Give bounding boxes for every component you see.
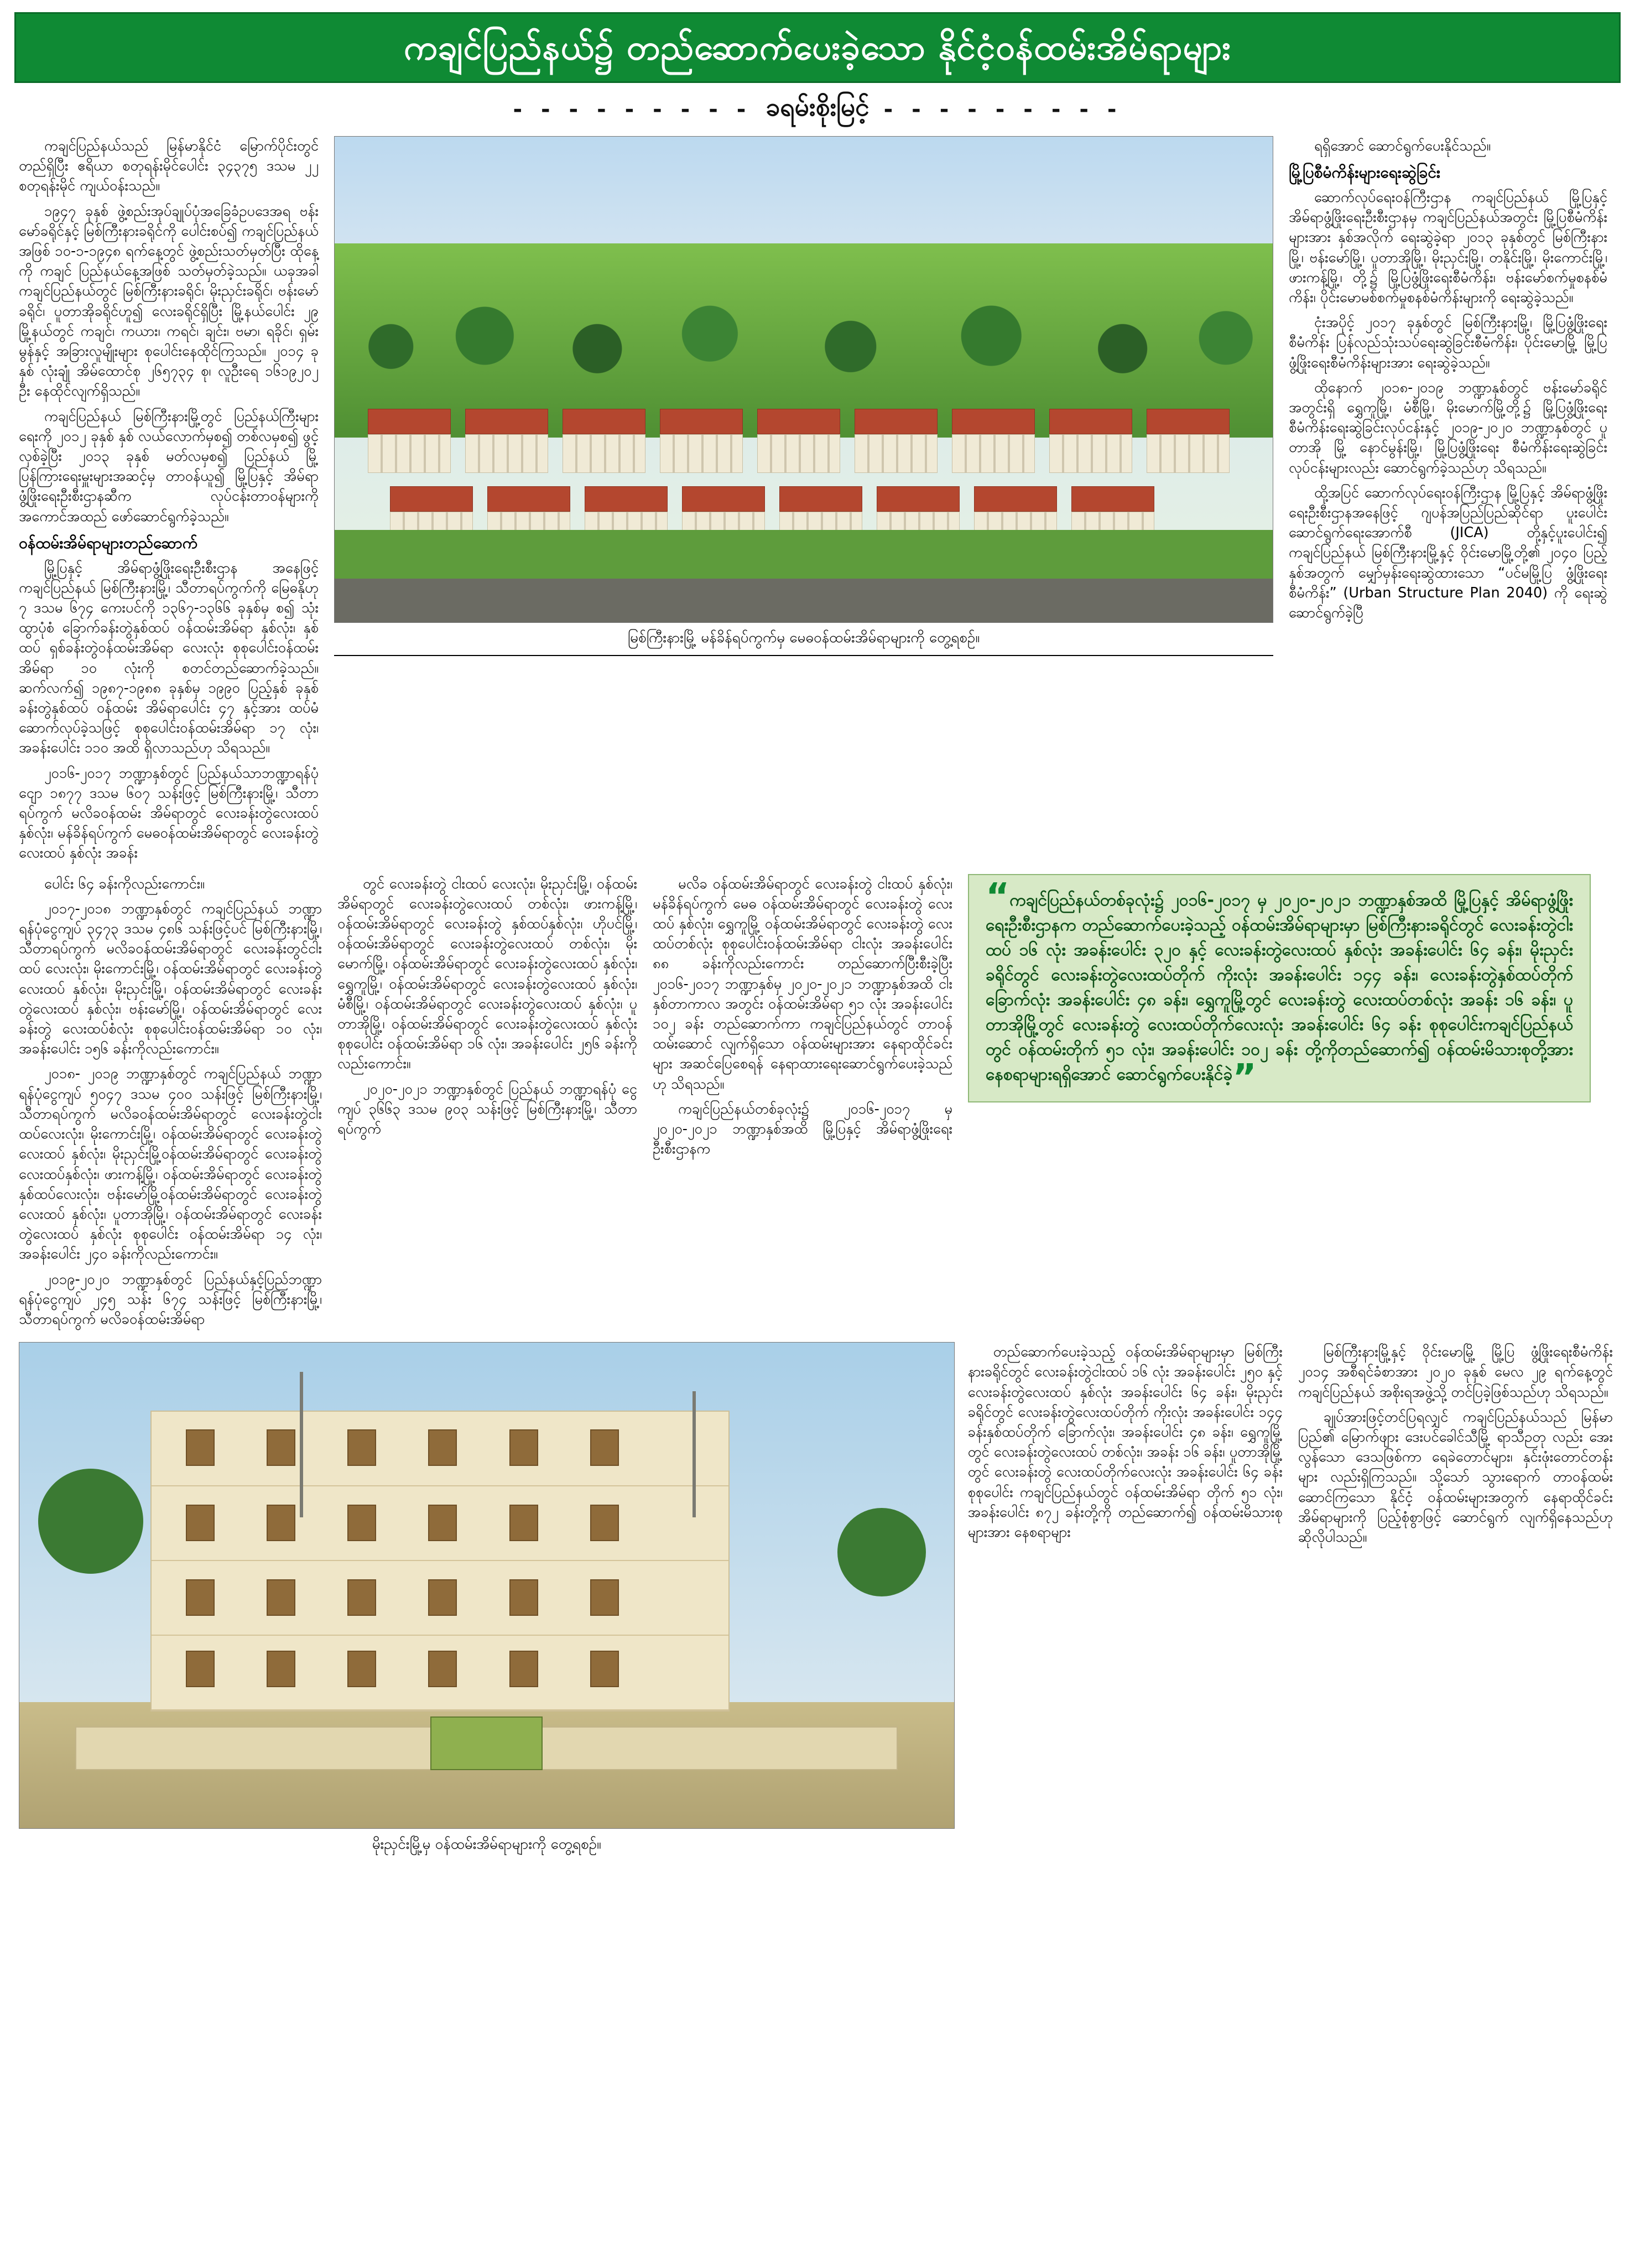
bottom-photo-block [14,1342,960,1857]
paragraph: တည်ဆောက်ပေးခဲ့သည့် ဝန်ထမ်းအိမ်ရာများမှာ မြစ်ကြီးနားခရိုင်တွင် လေးခန်းတွဲငါးထပ် ၁၆ လုံး အခန်းပေါင်း ၂၅၀ နှင့် လေးခန်းတွဲလေးထပ် နှစ်လုံး အခန်းပေါင်း ၆၄ ခန်း၊ မိုးညှင်းခရိုင်တွင် လေးခန်းတွဲလေးထပ်တိုက် ကိုးလုံး အခန်းပေါင်း ၁၄၄ ခန်းနှစ်ထပ်တိုက် ခြောက်လုံး၊ အခန်းပေါင်း ၄၈ ခန်း၊ ရွှေကူမြို့တွင် လေးခန်းတွဲလေးထပ် တစ်လုံး၊ အခန်း ၁၆ ခန်း၊ ပူတာအိုမြို့တွင် လေးခန်းတွဲ လေးထပ်တိုက်လေးလုံး အခန်းပေါင်း ၆၄ ခန်း စုစုပေါင်း ကချင်ပြည်နယ်တွင် ဝန်ထမ်းအိမ်ရာ တိုက် ၅၁ လုံး၊ အခန်းပေါင်း ၈၇၂ ခန်းတို့ကို တည်ဆောက်၍ ဝန်ထမ်းမိသားစုများအား နေစရာများ [967,1344,1283,1541]
column-top-right [1279,136,1611,628]
paragraph: ငုံးအပိုင့် ၂၀၁၇ ခုနှစ်တွင် မြစ်ကြီးနားမြို့၊ မြို့ပြဖွံ့ဖြိုးရေးစီမံကိန်း ပြန်လည်သုံးသပ်ရေးဆွဲခြင်းစီမံကိန်း၊ ပိုင်းမောမြို့ မြို့ပြဖွံ့ဖြိုးရေးစီမံကိန်းများအား ရေးဆွဲခဲ့သည်။ [1289,314,1607,371]
paragraph: ကချင်ပြည်နယ်သည် မြန်မာနိုင်ငံ မြောက်ပိုင်းတွင်တည်ရှိပြီး ဧရိယာ စတုရန်းမိုင်ပေါင်း ၃၄၃၇၅ ဒသမ ၂၂ စတုရန်းမိုင် ကျယ်ဝန်းသည်။ [19,138,319,195]
paragraph: မလိခ ဝန်ထမ်းအိမ်ရာတွင် လေးခန်းတွဲ ငါးထပ် နှစ်လုံး၊ မန်ခိန်ရပ်ကွက် မေဓ ဝန်ထမ်းအိမ်ရာတွင် လေးခန်းတွဲ လေးထပ် နှစ်လုံး၊ ရွှေကူမြို့ ဝန်ထမ်းအိမ်ရာတွင် လေးခန်းတွဲ လေးထပ်တစ်လုံး စုစုပေါင်းဝန်ထမ်းအိမ်ရာ ငါးလုံး အခန်းပေါင်း ၈၈ ခန်းကိုလည်းကောင်း တည်ဆောက်ပြီးစီးခဲ့ပြီး ၂၀၁၆-၂၀၁၇ ဘဏ္ဍာနှစ်မှ ၂၀၂၀-၂၀၂၁ ဘဏ္ဍာနှစ်အထိ ငါးနှစ်တာကာလ အတွင်း ဝန်ထမ်းအိမ်ရာ ၅၁ လုံး အခန်းပေါင်း ၁၀၂ ခန်း တည်ဆောက်ကာ ကချင်ပြည်နယ်တွင် တာဝန်ထမ်းဆောင် လျက်ရှိသော ဝန်ထမ်းများအား နေရာထိုင်ခင်းများ အဆင်ပြေစေရန် နေရာထားရေးဆောင်ရွက်ပေးခဲ့သည်ဟု သိရသည်။ [653,875,952,1093]
photo2-building [150,1411,730,1712]
photo-road [335,579,1273,622]
author-name: ခရမ်းစိုးမြင့် [766,91,869,122]
paragraph: ဆောက်လုပ်ရေးဝန်ကြီးဌာန ကချင်ပြည်နယ် မြို့ပြနှင့် အိမ်ရာဖွံ့ဖြိုးရေးဦးစီးဌာနမှ ကချင်ပြည်နယ်အတွင်း မြို့ပြစီမံကိန်းများအား နှစ်အလိုက် ရေးဆွဲခဲ့ရာ ၂၀၁၃ ခုနှစ်တွင် မြစ်ကြီးနားမြို့၊ ဗန်းမော်မြို့၊ ပူတာအိုမြို့၊ မိုးညှင်းမြို့၊ တနိုင်းမြို့၊ မိုးကောင်းမြို့၊ ဖားကန့်မြို့၊ တို့၌ မြို့ပြဖွံ့ဖြိုးရေးစီမံကိန်း၊ ဗန်းမော်စက်မှုစနစ်မံကိန်း၊ ပိုင်းမောမစ်စက်မှုစနစ်မံကိန်းများကို ရေးဆွဲခဲ့သည်။ [1289,189,1607,306]
section-heading: မြို့ပြစီမံကိန်းများရေးဆွဲခြင်း [1289,163,1441,182]
paragraph: ရရှိအောင် ဆောင်ရွက်ပေးနိုင်သည်။ [1314,138,1491,154]
pull-quote-wrapper [960,874,1594,1334]
top-photo-block [329,136,1279,660]
apartment-building-photo [19,1342,955,1829]
paragraph: ၁၉၄၇ ခုနှစ် ဖွဲ့စည်းအုပ်ချုပ်ပုံအခြေခံဥပဒေအရ ဗန်းမော်ခရိုင်နှင့် မြစ်ကြီးနားခရိုင်ကို ပေါင်းစပ်၍ ကချင်ပြည်နယ်အဖြစ် ၁၀-၁-၁၉၄၈ ရက်နေ့တွင် ဖွဲ့စည်းသတ်မှတ်ပြီး ထိုနေ့ကို ကချင် ပြည်နယ်နေ့အဖြစ် သတ်မှတ်ခဲ့သည်။ ယခုအခါ ကချင်ပြည်နယ်တွင် မြစ်ကြီးနားခရိုင်၊ မိုးညှင်းခရိုင်၊ ဗန်းမော်ခရိုင်၊ ပူတာအိုခရိုင်ဟူ၍ လေးခရိုင်ရှိပြီး မြို့နယ်ပေါင်း ၂၉ မြို့နယ်တွင် ကချင်၊ ကယား၊ ကရင်၊ ချင်း၊ ဗမာ၊ ရခိုင်၊ ရှမ်း မွန်နှင့် အခြားလူမျိုးများ စုပေါင်းနေထိုင်ကြသည်။ ၂၀၁၄ ခုနှစ် လုံးချုံ အိမ်ထောင်စု ၂၆၅၇၃၄ စု၊ လူဦးရေ ၁၆၁၉၂၀၂ ဦး နေထိုင်လျက်ရှိသည်။ [19,202,319,400]
column-bottom-1 [960,1342,1290,1547]
column-top-left [14,136,329,868]
paragraph: ၂၀၁၆-၂၀၁၇ ဘဏ္ဍာနှစ်တွင် ပြည်နယ်သာဘဏ္ဍာရန်ပုံငျော ၁၈၇၇ ဒသမ ၆၀၇ သန်းဖြင့် မြစ်ကြီးနားမြို့၊ သီတာရပ်ကွက် မလိခဝန်ထမ်း အိမ်ရာတွင် လေးခန်းတွဲလေးထပ် နှစ်လုံး၊ မန်ခိန်ရပ်ကွက် မေဓဝန်ထမ်းအိမ်ရာတွင် လေးခန်းတွဲလေးထပ် နှစ်လုံး အခန်း [19,764,319,862]
paragraph: ပေါင်း ၆၄ ခန်းကိုလည်းကောင်း။ [44,875,205,892]
paragraph: ၂၀၂၀-၂၀၂၁ ဘဏ္ဍာနှစ်တွင် ပြည်နယ် ဘဏ္ဍာရန်ပုံ ငွေကျပ် ၃၆၆၃ ဒသမ ၉၀၃ သန်းဖြင့် မြစ်ကြီးနားမြို့၊ သီတာရပ်ကွက် [337,1080,637,1138]
bottom-section [14,1342,1621,1857]
body-section [14,874,1621,1334]
quote-open-icon: “ [986,875,1010,918]
paragraph: မြို့ပြနှင့် အိမ်ရာဖွံ့ဖြိုးရေးဦးစီးဌာန အနေဖြင့် ကချင်ပြည်နယ် မြစ်ကြီးနားမြို့၊ သီတာရပ်ကွက်ကို မြေဓနိုဟု ၇ ဒသမ ၆၇၄ ကေးပင်ကို ၁၃၆၇-၁၃၆၆ ခုနှစ်မှ စ၍ သုံးထွာပုံစံ ခြောက်ခန်းတွဲနှစ်ထပ် ဝန်ထမ်းအိမ်ရာ နှစ်လုံး၊ နှစ်ထပ် ရှစ်ခန်းတွဲဝန်ထမ်းအိမ်ရာ လေးလုံး စုစုပေါင်းဝန်ထမ်းအိမ်ရာ ၁၀ လုံးကို စတင်တည်ဆောက်ခဲ့သည်။ ဆက်လက်၍ ၁၉၈၇-၁၉၈၈ ခုနှစ်မှ ၁၉၉၀ ပြည့်နှစ် ခုနှစ်ခန်းတွဲနှစ်ထပ် ဝန်ထမ်း အိမ်ရာပေါင်း ၄၇ နှင့်အား ထပ်မံဆောက်လုပ်ခဲ့သဖြင့် စုစုပေါင်းဝန်ထမ်းအိမ်ရာ ၁၇ လုံး၊ အခန်းပေါင်း ၁၁၀ အထိ ရှိလာသည်ဟု သိရသည်။ [19,559,319,757]
paragraph: ထို့အပြင် ဆောက်လုပ်ရေးဝန်ကြီးဌာန မြို့ပြနှင့် အိမ်ရာဖွံ့ဖြိုးရေးဦးစီးဌာနအနေဖြင့် ဂျပန်အပြည်ပြည်ဆိုင်ရာ ပူးပေါင်းဆောင်ရွက်ရေးအောက်စီ (JICA) တို့နှင့်ပူးပေါင်း၍ ကချင်ပြည်နယ် မြစ်ကြီးနားမြို့နှင့် ဝိုင်းမောမြို့တို့၏ ၂၀၄၀ ပြည့်နှစ်အတွက် မျှော်မှန်းရေးဆွဲထားသော “ပင်မမြို့ပြ ဖွံ့ဖြိုးရေးစီမံကိန်း” (Urban Structure Plan 2040) ကို ရေးဆွဲ ဆောင်ရွက်ခဲ့ပြီ [1289,484,1607,622]
aerial-housing-photo [334,136,1273,623]
photo2-tree [38,1469,143,1574]
photo2-utility-pole [692,1391,696,1517]
page-header-banner [14,12,1621,83]
paragraph: ချုပ်အားဖြင့်တင်ပြရလျှင် ကချင်ပြည်နယ်သည် မြန်မာပြည်၏ မြောက်ဖျား ဒေးပင်ခေါင်သီမြို့ ရာသီဉတု လည်း အေးလွန်သော ဒေသဖြစ်ကာ ရေခဲတောင်များ၊ နှင်းဖုံးတောင်တန်းများ လည်းရှိကြသည်။ သို့သော် သွားရောက် တာဝန်ထမ်းဆောင်ကြသော နိုင်ငံ့ ဝန်ထမ်းများအတွက် နေရာထိုင်ခင်း အိမ်ရာများကို ပြည့်စုံစွာဖြင့် ဆောင်ရွက် လျက်ရှိနေသည်ဟု ဆိုလိုပါသည်။ [1298,1408,1613,1546]
top-section [14,136,1621,868]
paragraph: ကချင်ပြည်နယ်တစ်ခုလုံး၌ ၂၀၁၆-၂၀၁၇ မှ ၂၀၂၀-၂၀၂၁ ဘဏ္ဍာနှစ်အထိ မြို့ပြနှင့် အိမ်ရာဖွံ့ဖြိုးရေးဦးစီးဌာနက [653,1100,952,1158]
paragraph: ၂၀၁၉-၂၀၂၀ ဘဏ္ဍာနှစ်တွင် ပြည်နယ်နှင့်ပြည်ဘဏ္ဍာရန်ပုံငွေကျပ် ၂၄၅ သန်း ၆၇၄ သန်းဖြင့် မြစ်ကြီးနားမြို့၊ သီတာရပ်ကွက် မလိခဝန်ထမ်းအိမ်ရာ [19,1271,322,1328]
quote-close-icon: ” [1232,1055,1257,1099]
photo2-gate [430,1716,543,1770]
column-body-2 [330,874,645,1334]
byline [14,93,1621,126]
paragraph: တွင် လေးခန်းတွဲ ငါးထပ် လေးလုံး၊ မိုးညှင်းမြို့၊ ဝန်ထမ်းအိမ်ရာတွင် လေးခန်းတွဲလေးထပ် တစ်လုံး၊ ဖားကန့်မြို့၊ ဝန်ထမ်းအိမ်ရာတွင် လေးခန်းတွဲ နှစ်ထပ်နှစ်လုံး၊ ဟိုပင်မြို့၊ ဝန်ထမ်းအိမ်ရာတွင် လေးခန်းတွဲလေးထပ် တစ်လုံး၊ မိုးမောက်မြို့၊ ဝန်ထမ်းအိမ်ရာတွင် လေးခန်းတွဲလေးထပ် နှစ်လုံး၊ ရွှေကူမြို့၊ ဝန်ထမ်းအိမ်ရာတွင် လေးခန်းတွဲလေးထပ် နှစ်လုံး၊ မံစီမြို့၊ ဝန်ထမ်းအိမ်ရာတွင် လေးခန်းတွဲလေးထပ် နှစ်လုံး၊ ပူတာအိုမြို့၊ ဝန်ထမ်းအိမ်ရာတွင် လေးခန်းတွဲလေးထပ် နှစ်လုံး စုစုပေါင်း ဝန်ထမ်းအိမ်ရာ ၁၆ လုံး၊ အခန်းပေါင်း ၂၅၆ ခန်းကိုလည်းကောင်း။ [337,875,637,1073]
top-photo-caption: မြစ်ကြီးနားမြို့ မန်ခိန်ရပ်ကွက်မှ မေဓဝန်ထမ်းအိမ်ရာများကို တွေ့ရစဉ်။ [334,623,1273,656]
byline-dashes-right: - - - - - - - - - [883,97,1122,122]
column-bottom-2 [1290,1342,1621,1552]
photo-house-row [368,409,1230,473]
paragraph: မြစ်ကြီးနားမြို့နှင့် ဝိုင်းမောမြို့ မြို့ပြ ဖွံ့ဖြိုးရေးစီမံကိန်း ၂၀၁၄ အစီရင်ခံစာအား ၂၀၂၀ ခုနှစ် မေလ ၂၉ ရက်နေ့တွင် ကချင်ပြည်နယ် အစိုးရအဖွဲ့သို့ တင်ပြခဲ့ဖြစ်သည်ဟု သိရသည်။ [1298,1344,1613,1401]
column-body-1 [14,874,330,1334]
photo2-tree [837,1508,926,1596]
bottom-photo-caption: မိုးညှင်းမြို့မှ ဝန်ထမ်းအိမ်ရာများကို တွေ့ရစဉ်။ [372,1836,601,1853]
page-title: ကချင်ပြည်နယ်၌ တည်ဆောက်ပေးခဲ့သော နိုင်ငံ့ဝန်ထမ်းအိမ်ရာများ [404,27,1231,67]
paragraph: ကချင်ပြည်နယ် မြစ်ကြီးနားမြို့တွင် ပြည်နယ်ကြီးများရေးကို ၂၀၁၂ ခုနှစ် နှစ် လယ်လောက်မှစ၍ တစ်လမှစ၍ ဖွင့်လှစ်ခဲ့ပြီး ၂၀၁၃ ခုနှစ် မတ်လမှစ၍ ပြည်နယ် မြို့ပြန်ကြားရေးမှူးများအဆင့်မှ တာဝန်ယူ၍ မြို့ပြနှင့် အိမ်ရာဖွံ့ဖြိုးရေးဦးစီးဌာနဆီက လုပ်ငန်းတာဝန်များကို အကောင်အထည် ဖော်ဆောင်ရွက်ခဲ့သည်။ [19,408,319,525]
column-body-3 [645,874,960,1334]
section-heading: ဝန်ထမ်းအိမ်ရာများတည်ဆောက် [19,533,198,552]
pull-quote [968,874,1591,1102]
photo-foreground-grass [335,530,1273,579]
photo-trees [335,282,1273,389]
paragraph: ထိုနောက် ၂၀၁၈-၂၀၁၉ ဘဏ္ဍာနှစ်တွင် ဗန်းမော်ခရိုင်အတွင်းရှိ ရွှေကူမြို့၊ မံစီမြို့၊ မိုးမောက်မြို့တို့၌ မြို့ပြဖွံ့ဖြိုးရေး စီမံကိန်းရေးဆွဲခြင်းလုပ်ငန်းနှင့် ၂၀၁၉-၂၀၂၀ ဘဏ္ဍာနှစ်တွင် ပူတာအို မြို့ နောင်မွန်းမြို့၊ မြို့ပြဖွံ့ဖြိုးရေး စီမံကိန်းရေးဆွဲခြင်း လုပ်ငန်းများလည်း ဆောင်ရွက်ခဲ့သည်ဟု သိရသည်။ [1289,379,1607,476]
photo2-utility-pole [300,1372,303,1517]
byline-dashes-left: - - - - - - - - - [513,97,752,122]
paragraph: ၂၀၁၇-၂၀၁၈ ဘဏ္ဍာနှစ်တွင် ကချင်ပြည်နယ် ဘဏ္ဍာရန်ပုံငွေကျပ် ၃၄၇၃ ဒသမ ၄၈၆ သန်းဖြင့်ပင် မြစ်ကြီးနားမြို့၊ သီတာရပ်ကွက် မလိခဝန်ထမ်းအိမ်ရာတွင် လေးခန်းတွင်ငါးထပ် လေးလုံး၊ မိုးကောင်းမြို့၊ ဝန်ထမ်းအိမ်ရာတွင် လေးခန်းတွဲလေးထပ် နှစ်လုံး၊ မိုးညှင်းမြို့၊ ဝန်ထမ်းအိမ်ရာတွင် လေးခန်းတွဲလေးထပ် နှစ်လုံး၊ ဗန်းမော်မြို့၊ ဝန်ထမ်းအိမ်ရာတွင် လေးခန်းတွဲ လေးထပ်စံလုံး စုစုပေါင်းဝန်ထမ်းအိမ်ရာ ၁၀ လုံး၊ အခန်းပေါင်း ၁၅၆ ခန်းကိုလည်းကောင်း။ [19,900,322,1058]
paragraph: ၂၀၁၈- ၂၀၁၉ ဘဏ္ဍာနှစ်တွင် ကချင်ပြည်နယ် ဘဏ္ဍာရန်ပုံငွေကျပ် ၅၀၄၇ ဒသမ ၄၀၀ သန်းဖြင့် မြစ်ကြီးနားမြို့၊ သီတာရပ်ကွက် မလိခဝန်ထမ်းအိမ်ရာတွင် လေးခန်းတွဲငါးထပ်လေးလုံး၊ မိုးကောင်းမြို့၊ ဝန်ထမ်းအိမ်ရာတွင် လေးခန်းတွဲလေးထပ် နှစ်လုံး၊ မိုးညှင်းမြို့ဝန်ထမ်းအိမ်ရာတွင် လေးခန်းတွဲလေးထပ်နှစ်လုံး၊ ဖားကန့်မြို့၊ ဝန်ထမ်းအိမ်ရာတွင် လေးခန်းတွဲ နှစ်ထပ်လေးလုံး၊ ဗန်းမော်မြို့ဝန်ထမ်းအိမ်ရာတွင် လေးခန်းတွဲလေးထပ် နှစ်လုံး၊ ပူတာအိုမြို့၊ ဝန်ထမ်းအိမ်ရာတွင် လေးခန်းတွဲလေးထပ် နှစ်လုံး စုစုပေါင်း ဝန်ထမ်းအိမ်ရာ ၁၄ လုံး၊ အခန်းပေါင်း ၂၄၀ ခန်းကိုလည်းကောင်း။ [19,1065,322,1263]
pull-quote-text: ကချင်ပြည်နယ်တစ်ခုလုံး၌ ၂၀၁၆-၂၀၁၇ မှ ၂၀၂၀-၂၀၂၁ ဘဏ္ဍာနှစ်အထိ မြို့ပြနှင့် အိမ်ရာဖွံ့ဖြိုးရေးဦးစီးဌာနက တည်ဆောက်ပေးခဲ့သည့် ဝန်ထမ်းအိမ်ရာများမှာ မြစ်ကြီးနားခရိုင်တွင် လေးခန်းတွဲငါးထပ် ၁၆ လုံး အခန်းပေါင်း ၃၂၀ နှင့် လေးခန်းတွဲလေးထပ် နှစ်လုံး အခန်းပေါင်း ၆၄ ခန်း၊ မိုးညှင်းခရိုင်တွင် လေးခန်းတွဲလေးထပ်တိုက် ကိုးလုံး အခန်းပေါင်း ၁၄၄ ခန်း၊ လေးခန်းတွဲနှစ်ထပ်တိုက် ခြောက်လုံး အခန်းပေါင်း ၄၈ ခန်း၊ ရွှေကူမြို့တွင် လေးခန်းတွဲ လေးထပ်တစ်လုံး အခန်း ၁၆ ခန်း၊ ပူတာအိုမြို့တွင် လေးခန်းတွဲ လေးထပ်တိုက်လေးလုံး အခန်းပေါင်း ၆၄ ခန်း စုစုပေါင်းကချင်ပြည်နယ်တွင် ဝန်ထမ်းတိုက် ၅၁ လုံး၊ အခန်းပေါင်း ၁၀၂ ခန်း တို့ကိုတည်ဆောက်၍ ဝန်ထမ်းမိသားစုတို့အား နေစရာများရရှိအောင် ဆောင်ရွက်ပေးနိုင်ခဲ့ [986,890,1573,1084]
